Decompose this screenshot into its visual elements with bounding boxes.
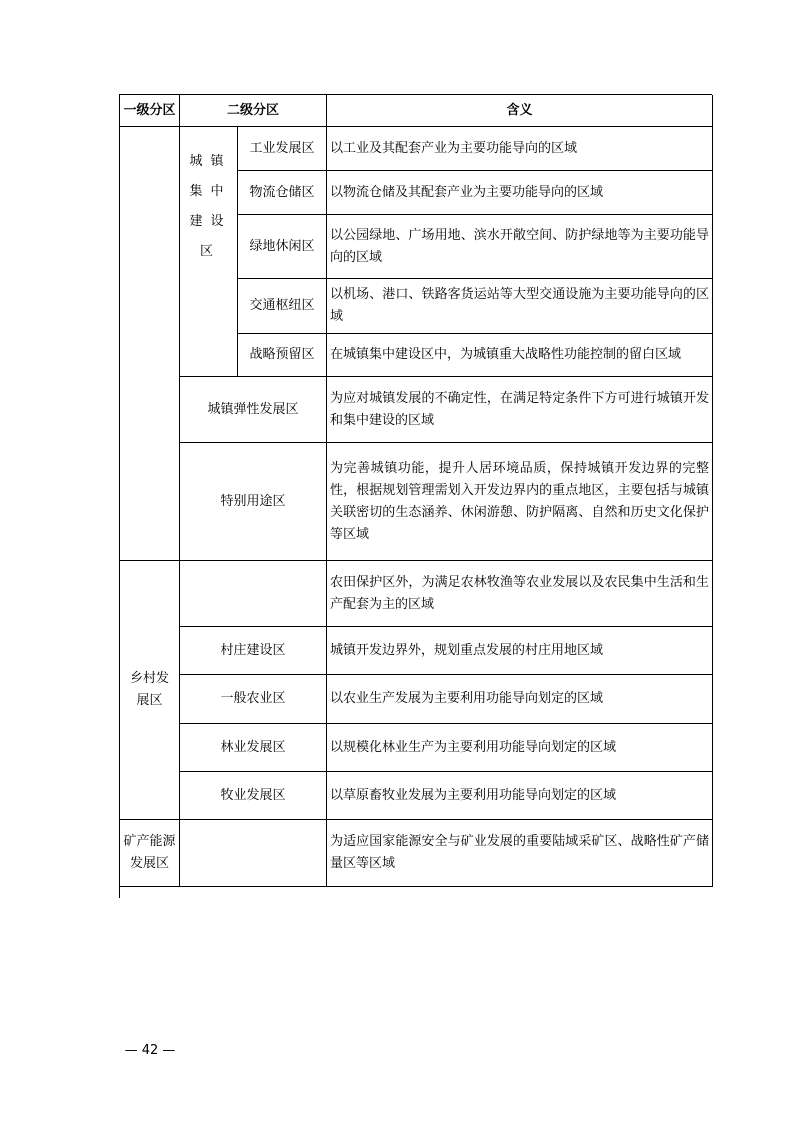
row-name: 一般农业区 [180, 675, 327, 724]
zoning-table [119, 94, 712, 898]
row-meaning: 以公园绿地、广场用地、滨水开敞空间、防护绿地等为主要功能导向的区域 [327, 215, 713, 279]
row-meaning: 为完善城镇功能，提升人居环境品质，保持城镇开发边界的完整性，根据规划管理需划入开发边界内的重点地区，主要包括与城镇关联密切的生态涵养、休闲游憩、防护隔离、自然和历史文化保护等区域 [327, 443, 713, 561]
row-name: 工业发展区 [238, 127, 327, 171]
row-meaning: 以机场、港口、铁路客货运站等大型交通设施为主要功能导向的区域 [327, 279, 713, 334]
row-meaning: 在城镇集中建设区中，为城镇重大战略性功能控制的留白区域 [327, 334, 713, 377]
row-meaning: 为应对城镇发展的不确定性，在满足特定条件下方可进行城镇开发和集中建设的区域 [327, 377, 713, 443]
row-meaning: 以物流仓储及其配套产业为主要功能导向的区域 [327, 171, 713, 215]
row-name [180, 820, 327, 887]
row-meaning: 以草原畜牧业发展为主要利用功能导向划定的区域 [327, 772, 713, 820]
row-meaning: 为适应国家能源安全与矿业发展的重要陆域采矿区、战略性矿产储量区等区域 [327, 820, 713, 887]
page-number: — 42 — [124, 1043, 176, 1058]
row-name: 特别用途区 [180, 443, 327, 561]
row-meaning: 以工业及其配套产业为主要功能导向的区域 [327, 127, 713, 171]
header-meaning: 含义 [327, 95, 713, 127]
row-name: 城镇弹性发展区 [180, 377, 327, 443]
row-name: 绿地休闲区 [238, 215, 327, 279]
group-mineral: 矿产能源发展区 [120, 820, 180, 887]
row-meaning: 城镇开发边界外，规划重点发展的村庄用地区域 [327, 627, 713, 675]
row-name: 林业发展区 [180, 724, 327, 772]
row-name: 牧业发展区 [180, 772, 327, 820]
row-name: 村庄建设区 [180, 627, 327, 675]
header-level1: 一级分区 [120, 95, 180, 127]
group-urban-sub: 城镇集中建设区 [180, 127, 238, 377]
row-name: 战略预留区 [238, 334, 327, 377]
row-name: 物流仓储区 [238, 171, 327, 215]
row-meaning: 以农业生产发展为主要利用功能导向划定的区域 [327, 675, 713, 724]
group-urban [120, 127, 180, 561]
header-level2: 二级分区 [180, 95, 327, 127]
row-name: 交通枢纽区 [238, 279, 327, 334]
group-rural: 乡村发展区 [120, 561, 180, 820]
row-meaning: 农田保护区外，为满足农林牧渔等农业发展以及农民集中生活和生产配套为主的区域 [327, 561, 713, 627]
row-meaning: 以规模化林业生产为主要利用功能导向划定的区域 [327, 724, 713, 772]
row-name [180, 561, 327, 627]
